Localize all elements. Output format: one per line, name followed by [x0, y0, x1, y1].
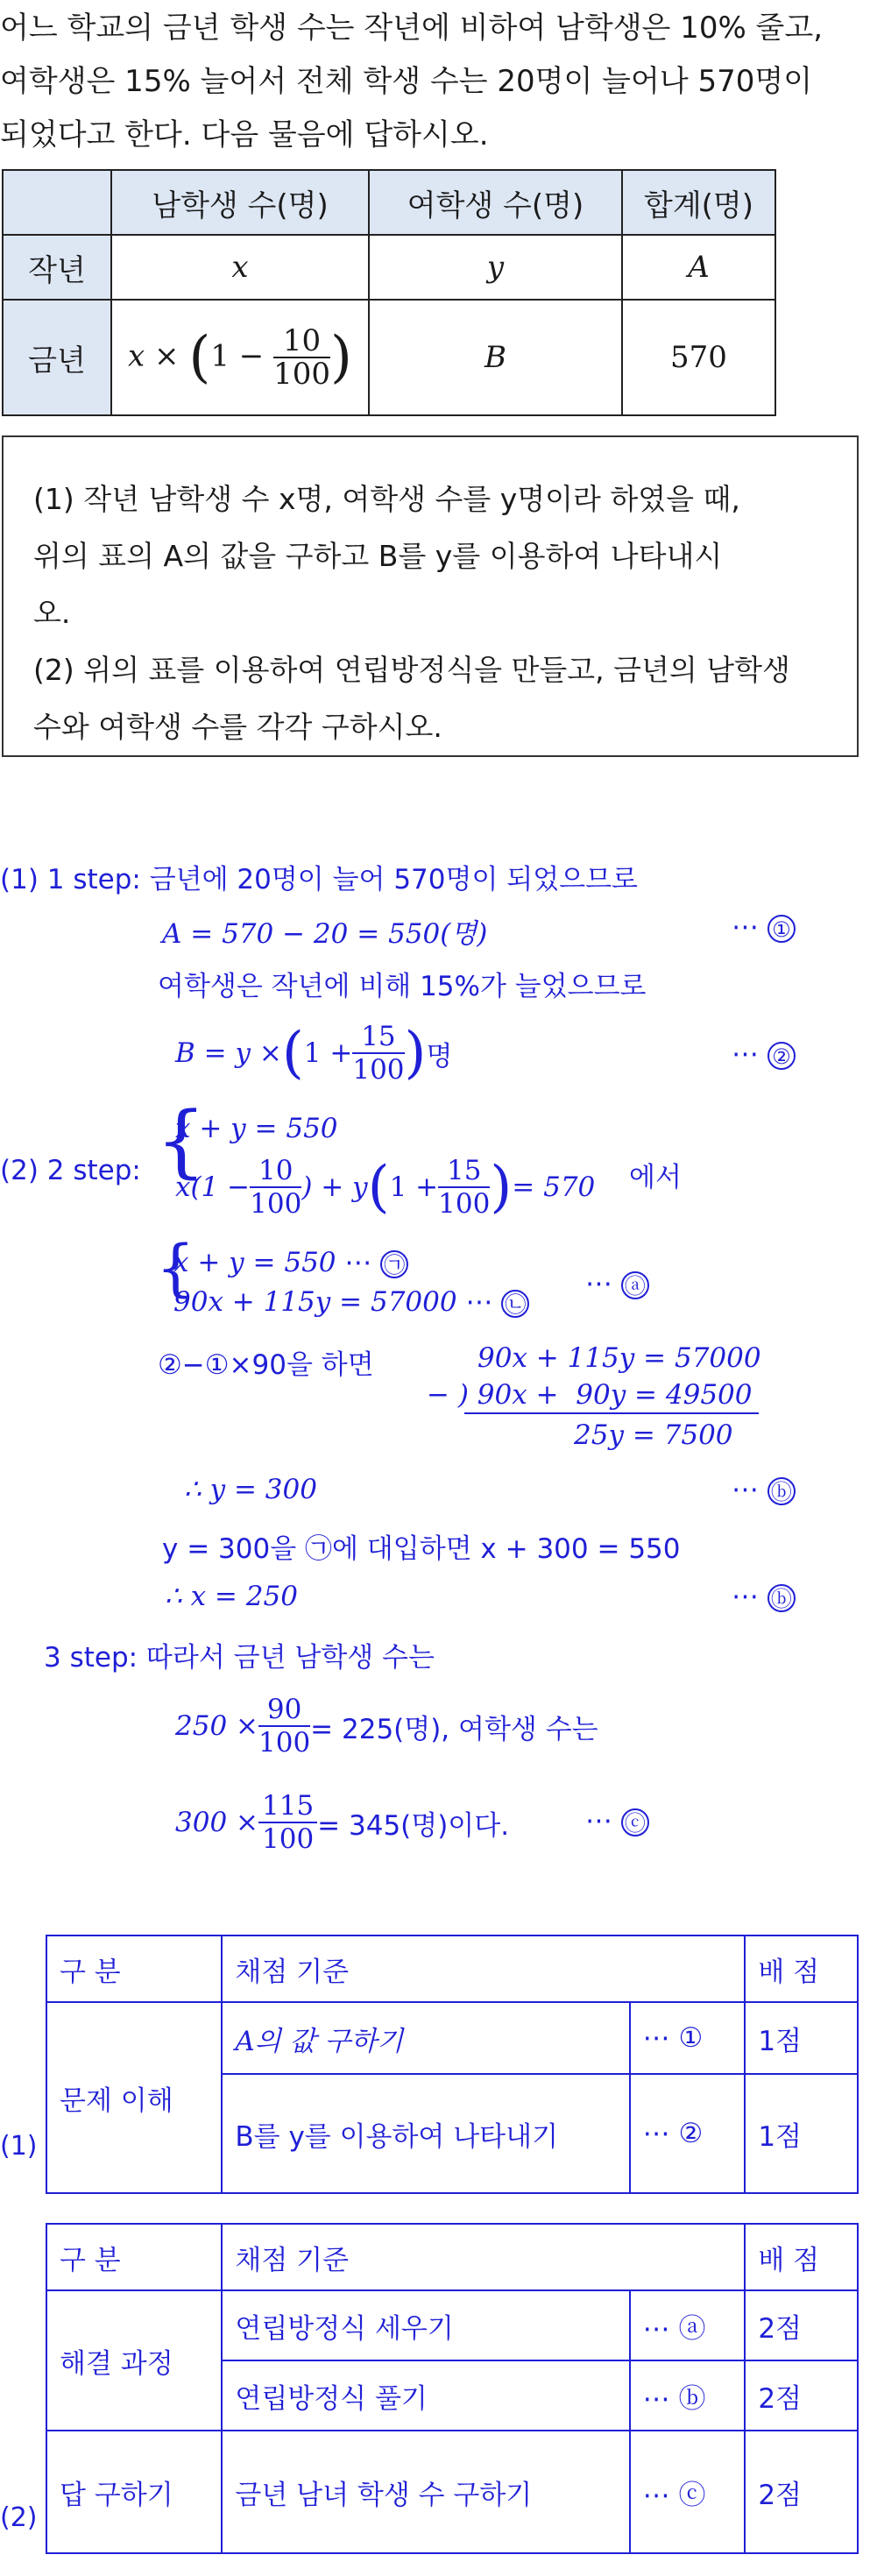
- step1-dots-2: [732, 1038, 796, 1070]
- dots: ⋯: [585, 1805, 612, 1836]
- column-line-2: − ) 90x + 90y = 49500: [427, 1379, 753, 1411]
- grading-header-criteria: 채점 기준: [222, 2224, 745, 2290]
- grading-category: 문제 이해: [46, 2002, 222, 2193]
- question-line: 위의 표의 A의 값을 구하고 B를 y를 이용하여 나타내시: [33, 539, 723, 573]
- eq2-part-b: ) + y: [301, 1171, 368, 1203]
- circle-nieun-icon: ㉡: [501, 1290, 529, 1318]
- simp-eq-1: [173, 1247, 408, 1278]
- eq-b-one: 1 +: [303, 1037, 353, 1069]
- grading-criterion: 금년 남녀 학생 수 구하기: [222, 2431, 629, 2553]
- grading-criterion: 연립방정식 세우기: [222, 2290, 629, 2360]
- fraction-den: 100: [438, 1188, 491, 1220]
- eq2-part-d: = 570: [512, 1171, 596, 1203]
- grading-header-div: 구 분: [46, 1936, 222, 2002]
- step3-eq-2: [175, 1787, 509, 1858]
- eq2-part-a: x(1 −: [175, 1171, 251, 1203]
- question-line: 수와 여학생 수를 각각 구하시오.: [33, 710, 442, 744]
- step3-title: 3 step: 따라서 금년 남학생 수는: [44, 1642, 435, 1674]
- column-line-3: 25y = 7500: [574, 1419, 733, 1451]
- fraction: [250, 1155, 301, 1220]
- circle-c-icon: ⓒ: [621, 1808, 649, 1836]
- fraction: [438, 1155, 490, 1220]
- row-label-this-year: 금년: [3, 300, 111, 415]
- table-header-total: 합계(명): [622, 170, 775, 235]
- grading-mark: ⋯ ⓑ: [630, 2360, 746, 2431]
- fraction-num: 90: [258, 1694, 310, 1727]
- student-table: [2, 169, 776, 416]
- step1-title: (1) 1 step: 금년에 20명이 늘어 570명이 되었으므로: [0, 864, 638, 895]
- simp-eq-1-text: x + y = 550: [173, 1247, 336, 1278]
- grading-header-div: 구 분: [46, 2224, 222, 2290]
- dots: ⋯: [732, 1474, 759, 1505]
- simp-eq-2-text: 90x + 115y = 57000: [173, 1286, 457, 1318]
- dots: ⋯: [585, 1268, 612, 1299]
- cell-last-boys: x: [111, 235, 369, 300]
- grading-table-1: [46, 1935, 859, 2194]
- eq-right: = 225(명), 여학생 수는: [310, 1713, 598, 1745]
- circle-giyeok-icon: ㉠: [380, 1250, 408, 1278]
- grading-score: 1점: [745, 2074, 858, 2193]
- step1-text: 여학생은 작년에 비해 15%가 늘었으므로: [158, 971, 647, 1002]
- grading-mark: ⋯ ⓒ: [630, 2431, 746, 2553]
- fraction-den: 100: [258, 1727, 311, 1759]
- circle-b-icon: ⓑ: [767, 1584, 796, 1612]
- dots: ⋯: [732, 1581, 759, 1612]
- fraction: [258, 1694, 310, 1759]
- eq-b-left: B = y ×: [175, 1037, 282, 1069]
- eq-left: 300 ×: [175, 1807, 258, 1838]
- system-eq-1: x + y = 550: [175, 1113, 338, 1144]
- substitution-text: y = 300을 ㉠에 대입하면 x + 300 = 550: [162, 1533, 681, 1565]
- question-line: (1) 작년 남학생 수 x명, 여학생 수를 y명이라 하였을 때,: [33, 482, 740, 516]
- grading2-label: (2): [0, 2502, 38, 2533]
- grading-mark: ⋯ ⓐ: [630, 2290, 746, 2360]
- circle-2-icon: ②: [767, 1042, 796, 1070]
- intro-line: 되었다고 한다. 다음 물음에 답하시오.: [0, 117, 489, 152]
- cell-this-total: 570: [622, 300, 775, 415]
- problem-intro: [0, 2, 867, 162]
- expr-prefix: x ×: [128, 338, 180, 374]
- grading-score: 2점: [745, 2431, 858, 2553]
- fraction-num: 15: [438, 1155, 490, 1188]
- cell-last-girls: y: [369, 235, 622, 300]
- question-line: 오.: [33, 596, 71, 630]
- intro-line: 어느 학교의 금년 학생 수는 작년에 비하여 남학생은 10% 줄고,: [0, 11, 824, 46]
- fraction-num: 115: [258, 1790, 317, 1823]
- eq-right: = 345(명)이다.: [317, 1809, 510, 1842]
- step1-eq-a: A = 570 − 20 = 550(명): [162, 918, 488, 950]
- question-box: [2, 435, 859, 757]
- dots: ⋯: [465, 1286, 493, 1318]
- circle-a-icon: ⓐ: [621, 1271, 649, 1299]
- circle-1-icon: ①: [767, 915, 796, 943]
- grading-header-criteria: 채점 기준: [222, 1936, 745, 2002]
- expr-one: 1 −: [210, 338, 265, 374]
- question-line: (2) 위의 표를 이용하여 연립방정식을 만들고, 금년의 남학생: [33, 653, 790, 687]
- step2-operation: ②−①×90을 하면: [158, 1349, 374, 1381]
- simp-eq-2: [173, 1286, 529, 1318]
- brace-icon: {: [156, 1232, 195, 1304]
- circle-b-icon: ⓑ: [767, 1477, 796, 1505]
- eq2-part-c: 1 +: [389, 1171, 439, 1203]
- grading-score: 2점: [745, 2290, 858, 2360]
- paren-close: ): [490, 1155, 513, 1220]
- fraction-den: 100: [250, 1188, 302, 1220]
- grading-table-2: [46, 2223, 859, 2554]
- paren-open: (: [188, 325, 211, 390]
- grading-criterion: B를 y를 이용하여 나타내기: [222, 2074, 629, 2193]
- paren-close: ): [404, 1021, 427, 1086]
- grading-criterion: A의 값 구하기: [222, 2002, 629, 2074]
- grading-category: 해결 과정: [46, 2290, 222, 2431]
- grading1-label: (1): [0, 2131, 38, 2162]
- fraction: [352, 1021, 404, 1086]
- eseo-text: 에서: [629, 1162, 682, 1193]
- result-y: ∴ y = 300: [184, 1474, 317, 1505]
- step1-dots-1: [732, 911, 796, 943]
- mark-a-row: [585, 1268, 649, 1299]
- paren-close: ): [329, 325, 352, 390]
- dots: ⋯: [344, 1247, 372, 1278]
- cell-this-girls: B: [369, 300, 622, 415]
- table-header-empty: [3, 170, 111, 235]
- table-header-boys: 남학생 수(명): [111, 170, 369, 235]
- grading-header-score: 배 점: [745, 1936, 858, 2002]
- table-header-girls: 여학생 수(명): [369, 170, 622, 235]
- grading-header-score: 배 점: [745, 2224, 858, 2290]
- result-x: ∴ x = 250: [165, 1581, 298, 1612]
- grading-criterion: 연립방정식 풀기: [222, 2360, 629, 2431]
- grading-score: 2점: [745, 2360, 858, 2431]
- dots: ⋯: [732, 911, 759, 943]
- system-eq-2: [175, 1152, 595, 1222]
- grading-mark: ⋯ ①: [630, 2002, 746, 2074]
- fraction-den: 100: [273, 357, 330, 392]
- dots: ⋯: [732, 1038, 759, 1070]
- step2-title: (2) 2 step:: [0, 1155, 141, 1186]
- intro-line: 여학생은 15% 늘어서 전체 학생 수는 20명이 늘어나 570명이: [0, 64, 813, 99]
- step3-eq-1: [175, 1691, 598, 1761]
- grading-category: 답 구하기: [46, 2431, 222, 2553]
- step1-eq-b: [175, 1018, 452, 1088]
- mark-b-row: [732, 1474, 796, 1505]
- paren-open: (: [281, 1021, 304, 1086]
- grading-score: 1점: [745, 2002, 858, 2074]
- fraction-num: 10: [250, 1155, 301, 1188]
- eq-left: 250 ×: [175, 1710, 258, 1742]
- fraction: [258, 1790, 317, 1855]
- column-line-1: 90x + 115y = 57000: [477, 1342, 761, 1374]
- grading-mark: ⋯ ②: [630, 2074, 746, 2193]
- cell-this-boys: [111, 300, 369, 415]
- fraction: [273, 325, 330, 390]
- fraction-num: 15: [352, 1021, 404, 1054]
- paren-open: (: [367, 1155, 390, 1220]
- row-label-last-year: 작년: [3, 235, 111, 300]
- column-divider: [464, 1412, 759, 1414]
- mark-b-row-2: [732, 1581, 796, 1612]
- fraction-den: 100: [262, 1823, 315, 1855]
- brace-icon: {: [156, 1095, 207, 1187]
- mark-c-row: [585, 1805, 649, 1836]
- fraction-den: 100: [352, 1054, 405, 1086]
- fraction-num: 10: [273, 325, 330, 358]
- cell-last-total: A: [622, 235, 775, 300]
- eq-b-unit: 명: [426, 1040, 453, 1072]
